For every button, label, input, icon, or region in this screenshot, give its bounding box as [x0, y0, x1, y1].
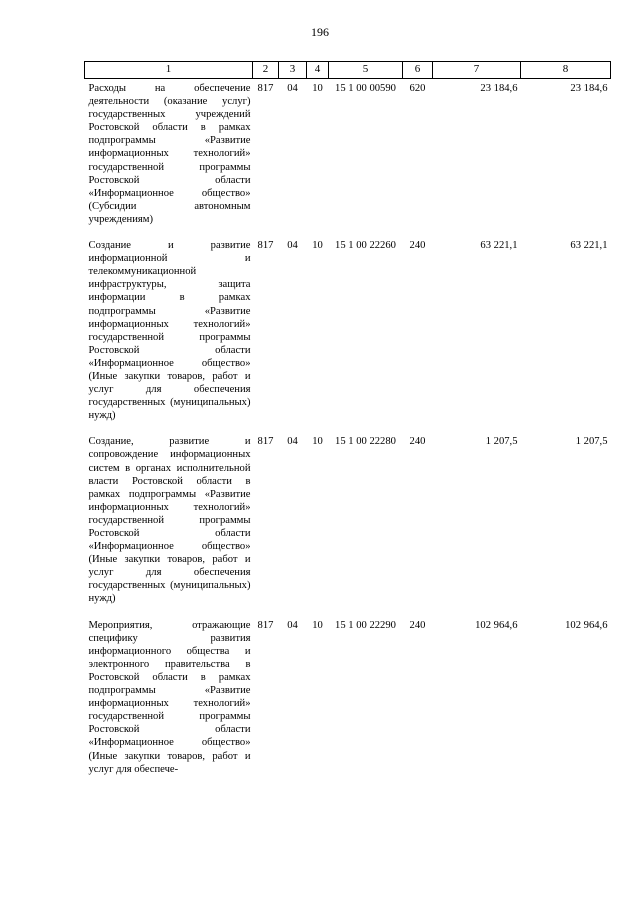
ministry-code: 817 [257, 436, 274, 448]
expense-name: Создание и развитие информационной и телекоммуникационной инфраструктуры, защита информации в рамках подпрограммы «Развитие информационных технологий» государственной программы Ростовской области «Информационное общество» (Иные закупки товаров, работ и услуг для обеспечения государственных (муниципальных) нужд) [88, 240, 251, 422]
amount-col-7: 63 221,1 [480, 240, 518, 252]
expense-name: Расходы на обеспечение деятельности (оказание услуг) государственных учреждений Ростовской области в рамках подпрограммы «Развитие информационных технологий» государственной программы Ростовской области «Информационное общество» (Субсидии автономным учреждениям) [88, 83, 251, 225]
target-code: 15 1 00 00590 [335, 83, 396, 94]
ministry-code: 817 [257, 240, 274, 252]
subsection-code: 10 [312, 436, 323, 448]
ministry-code: 817 [257, 83, 274, 94]
expense-type-code: 240 [409, 436, 426, 448]
header-col-3: 3 [279, 62, 307, 79]
header-row [85, 62, 611, 79]
table-row [85, 236, 611, 432]
budget-table [84, 61, 611, 786]
page-number: 196 [311, 25, 329, 39]
subsection-code: 10 [312, 619, 323, 631]
target-code: 15 1 00 22260 [335, 240, 396, 252]
table-row [85, 616, 611, 786]
header-col-6: 6 [403, 62, 433, 79]
target-code: 15 1 00 22290 [335, 619, 396, 631]
amount-col-8: 102 964,6 [565, 619, 608, 631]
expense-name: Создание, развитие и сопровождение информационных систем в органах исполнительной власти Ростовской области в рамках подпрограммы «Развитие информационных технологий» государственной программы Ростовской области «Информационное общество» (Иные закупки товаров, работ и услуг для обеспечения государственных (муниципальных) нужд) [88, 436, 251, 605]
table-row [85, 432, 611, 615]
header-col-8: 8 [521, 62, 611, 79]
amount-col-7: 23 184,6 [480, 83, 518, 94]
section-code: 04 [287, 436, 298, 448]
amount-col-8: 1 207,5 [575, 436, 608, 448]
subsection-code: 10 [312, 83, 323, 94]
section-code: 04 [287, 240, 298, 252]
amount-col-7: 1 207,5 [485, 436, 518, 448]
ministry-code: 817 [257, 619, 274, 631]
header-col-5: 5 [329, 62, 403, 79]
header-col-1: 1 [85, 62, 253, 79]
section-code: 04 [287, 619, 298, 631]
amount-col-7: 102 964,6 [475, 619, 518, 631]
amount-col-8: 63 221,1 [570, 240, 608, 252]
expense-type-code: 240 [409, 240, 426, 252]
table-row [85, 79, 611, 237]
header-col-7: 7 [433, 62, 521, 79]
expense-type-code: 240 [409, 619, 426, 631]
expense-name: Мероприятия, отражающие специфику развития информационного общества и электронного правительства в Ростовской области в рамках подпрограммы «Развитие информационных технологий» государственной программы Ростовской области «Информационное общество» (Иные закупки товаров, работ и услуг для обеспече- [88, 619, 251, 775]
header-col-2: 2 [253, 62, 279, 79]
header-col-4: 4 [307, 62, 329, 79]
section-code: 04 [287, 83, 298, 94]
amount-col-8: 23 184,6 [570, 83, 608, 94]
subsection-code: 10 [312, 240, 323, 252]
target-code: 15 1 00 22280 [335, 436, 396, 448]
expense-type-code: 620 [409, 83, 426, 94]
